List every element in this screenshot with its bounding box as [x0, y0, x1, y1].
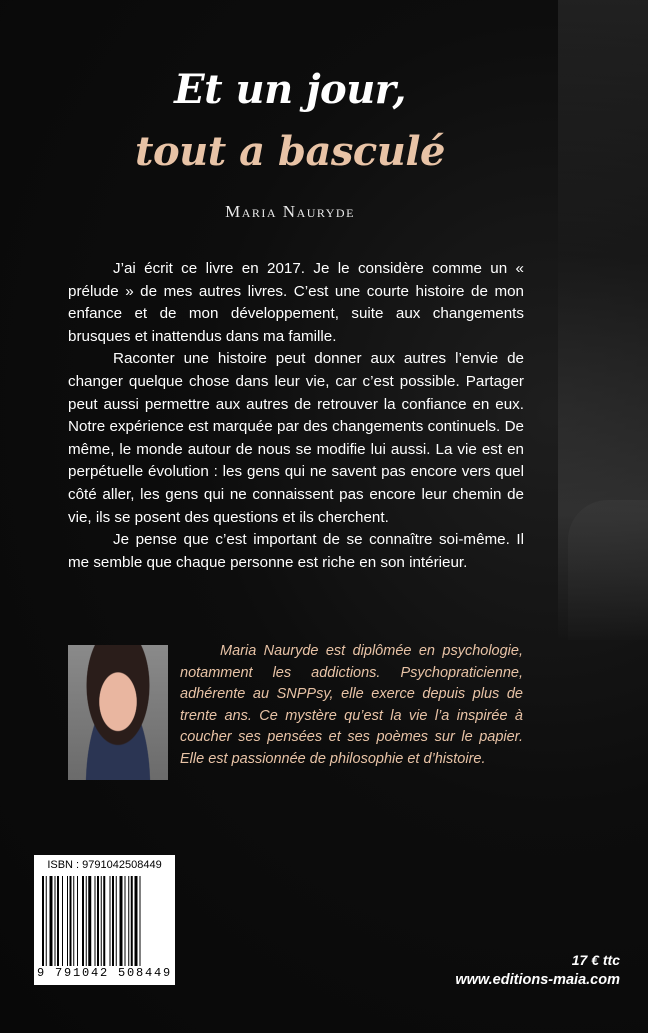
author-name: Maria Nauryde [225, 202, 355, 221]
isbn-label: ISBN : 9791042508449 [47, 859, 162, 871]
background-road-image [568, 500, 648, 640]
price-label: 17 € ttc [571, 952, 620, 968]
book-title-line-2: tout a basculé [135, 128, 445, 175]
barcode-digits: 9 791042 508449 [36, 966, 173, 980]
barcode-icon [42, 876, 168, 966]
author-bio: Maria Nauryde est diplômée en psychologie, notamment les addictions. Psychopraticienne, adhérente au SNPPsy, elle exerce depuis plus de trente ans. Ce mystère qu’est la vie l’a inspirée à coucher ses pensées et ses poèmes sur le papier. Elle est passionnée de philosophie et d’histoire. [180, 643, 523, 767]
summary-paragraph: J’ai écrit ce livre en 2017. Je le considère comme un « prélude » de mes autres livres. C’est une courte histoire de mon enfance et de mon développement, suite aux changements brusques et inattendus dans ma famille. [68, 260, 524, 345]
book-title-line-1: Et un jour, [174, 66, 406, 113]
summary-paragraph: Raconter une histoire peut donner aux autres l’envie de changer quelque chose dans leur vie, car c’est possible. Partager peut aussi permettre aux autres de retrouver la confiance en eux. Notre expérience est marquée par des changements continuels. De même, le monde autour de nous se modifie lui aussi. La vie est en perpétuelle évolution : les gens qui ne savent pas encore vers quel côté aller, les gens qui ne connaissent pas encore leur chemin de vie, ils se posent des questions et ils cherchent. [68, 350, 524, 526]
isbn-barcode-panel [34, 855, 175, 985]
author-portrait-photo [68, 645, 168, 780]
publisher-website: www.editions-maia.com [455, 972, 620, 988]
book-summary [68, 258, 524, 574]
summary-paragraph: Je pense que c’est important de se connaître soi-même. Il me semble que chaque personne est riche en son intérieur. [68, 531, 524, 571]
